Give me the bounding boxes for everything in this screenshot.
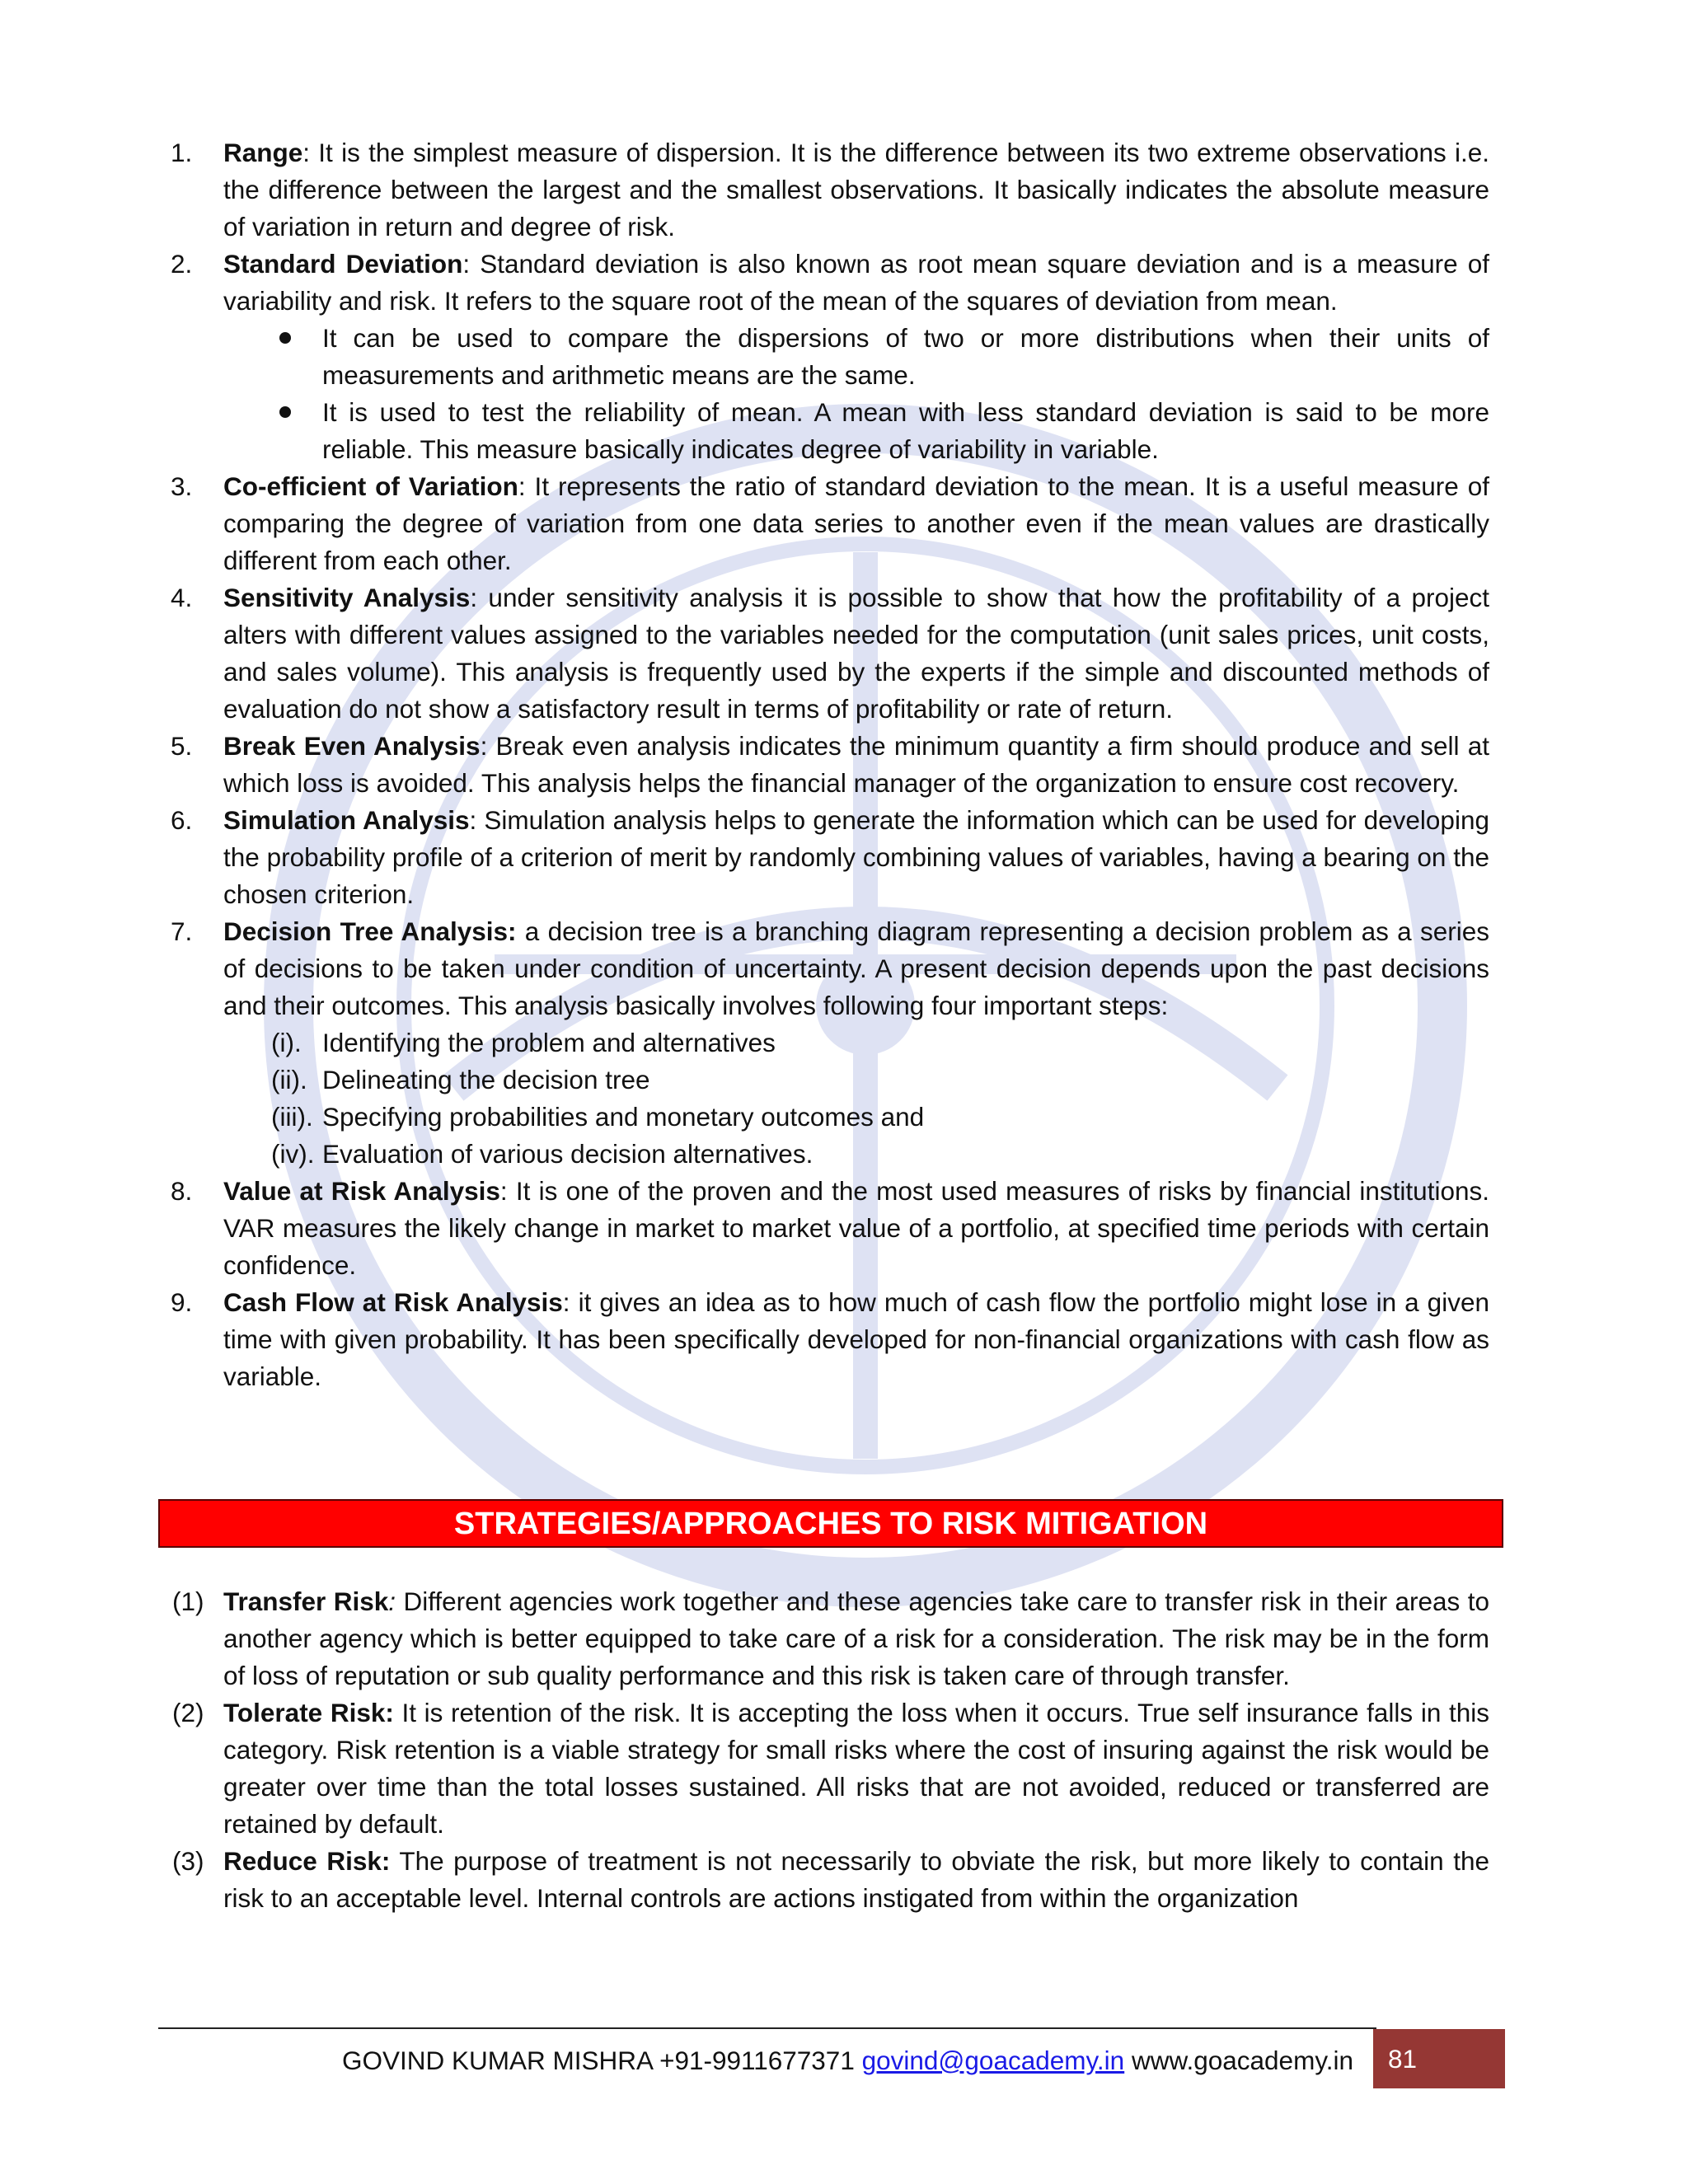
bullet-dot-icon [279, 406, 291, 418]
strategy-number: (1) [172, 1586, 204, 1616]
footer-name-phone: GOVIND KUMAR MISHRA +91-9911677371 [342, 2046, 862, 2075]
section-heading: STRATEGIES/APPROACHES TO RISK MITIGATION [158, 1499, 1503, 1548]
strategy-title: Tolerate Risk: [223, 1698, 394, 1727]
list-item [171, 913, 1489, 1024]
strategy-item [172, 1583, 1489, 1694]
item-text: Break even analysis indicates the minimum quantity a firm should produce and sell at which loss is avoided. This analysis helps the financial manager of the organization to ensure cost recovery. [223, 731, 1489, 798]
item-sep: : [470, 583, 478, 612]
list-item [171, 802, 1489, 913]
strategy-item [172, 1694, 1489, 1843]
bullet-dot-icon [279, 332, 291, 344]
risk-measures-list [0, 134, 1688, 1395]
strategy-number: (3) [172, 1846, 204, 1876]
item-sep: : [518, 471, 526, 501]
item-text: Simulation analysis helps to generate the information which can be used for developing the probability profile of a criterion of merit by randomly combining values of variables, having a bearing on the chosen criterion. [223, 805, 1489, 909]
step-number: (iv). [271, 1139, 315, 1169]
list-item [171, 246, 1490, 320]
step-item [271, 1136, 1489, 1173]
item-sep: : [562, 1287, 570, 1317]
item-sep: : [469, 805, 477, 835]
step-number: (i). [271, 1028, 302, 1057]
item-title: Cash Flow at Risk Analysis [223, 1287, 563, 1317]
item-text: Standard deviation is also known as root mean square deviation and is a measure of variability and risk. It refers to the square root of the mean of the squares of deviation from mean. [223, 249, 1490, 316]
strategies-list [0, 1583, 1688, 1917]
item-title: Break Even Analysis [223, 731, 481, 761]
strategy-text: It is retention of the risk. It is accepting the loss when it occurs. True self insurance falls in this category. Risk retention is a viable strategy for small risks where the cost of insuring against the risk would be greater over time than the total losses sustained. All risks that are not avoided, reduced or transferred are retained by default. [223, 1698, 1489, 1839]
item-sep: : [480, 731, 488, 761]
item-text: It is the simplest measure of dispersion. It is the difference between its two extreme observations i.e. the difference between the largest and the smallest observations. It basically indicates the absolute measure of variation in return and degree of risk. [223, 138, 1489, 241]
step-item [271, 1062, 1489, 1099]
item-text: it gives an idea as to how much of cash flow the portfolio might lose in a given time with given probability. It has been specifically developed for non-financial organizations with cash flow as variable. [223, 1287, 1489, 1391]
strategy-title: Transfer Risk [223, 1586, 389, 1616]
item-number: 2. [171, 249, 193, 279]
item-title: Value at Risk Analysis [223, 1176, 500, 1206]
item-number: 3. [171, 471, 193, 501]
list-item [171, 1173, 1489, 1284]
footer-email-link[interactable]: govind@goacademy.in [861, 2046, 1125, 2075]
bullet-text: It can be used to compare the dispersions of two or more distributions when their units of measurements and arithmetic means are the same. [322, 323, 1489, 390]
item-sep: : [499, 1176, 508, 1206]
item-text: It represents the ratio of standard deviation to the mean. It is a useful measure of comparing the degree of variation from one data series to another even if the mean values are drastically different from each other. [223, 471, 1489, 575]
bullet-item [322, 320, 1489, 394]
item-title: Sensitivity Analysis [223, 583, 471, 612]
step-text: Delineating the decision tree [322, 1065, 650, 1094]
footer-divider [158, 2027, 1376, 2029]
list-item [171, 134, 1489, 246]
strategy-text: Different agencies work together and these agencies take care to transfer risk in their areas to another agency which is better equipped to take care of a risk for a consideration. The risk may be in the form of loss of reputation or sub quality performance and this risk is taken care of through transfer. [223, 1586, 1489, 1690]
step-item [271, 1024, 1489, 1062]
step-text: Identifying the problem and alternatives [322, 1028, 776, 1057]
list-item [171, 728, 1489, 802]
item-text: a decision tree is a branching diagram representing a decision problem as a series of decisions to be taken under condition of uncertainty. A present decision depends upon the past decisions and their outcomes. This analysis basically involves following four important steps: [223, 916, 1489, 1020]
list-item [171, 468, 1489, 579]
item-title: Co-efficient of Variation [223, 471, 518, 501]
item-number: 1. [171, 138, 193, 167]
item-number: 4. [171, 583, 193, 612]
item-title: Simulation Analysis [223, 805, 470, 835]
bullet-text: It is used to test the reliability of mean. A mean with less standard deviation is said to be more reliable. This measure basically indicates degree of variability in variable. [322, 397, 1489, 464]
sd-bullet-list [0, 320, 1688, 468]
item-title: Standard Deviation [223, 249, 463, 279]
bullet-item [322, 394, 1489, 468]
step-item [271, 1099, 1489, 1136]
item-title: Decision Tree Analysis: [223, 916, 517, 946]
page-footer [158, 2042, 1353, 2079]
item-sep: : [462, 249, 471, 279]
strategy-text: The purpose of treatment is not necessarily to obviate the risk, but more likely to contain the risk to an acceptable level. Internal controls are actions instigated from within the organization [223, 1846, 1489, 1913]
item-text: It is one of the proven and the most used measures of risks by financial institutions. VAR measures the likely change in market to market value of a portfolio, at specified time periods with certain confidence. [223, 1176, 1489, 1280]
step-number: (ii). [271, 1065, 307, 1094]
list-item [171, 1284, 1489, 1395]
strategy-title: Reduce Risk: [223, 1846, 391, 1876]
page-number: 81 [1373, 2029, 1505, 2088]
strategy-item [172, 1843, 1489, 1917]
item-number: 8. [171, 1176, 193, 1206]
strategy-sep: : [388, 1586, 396, 1616]
item-number: 6. [171, 805, 193, 835]
strategy-number: (2) [172, 1698, 204, 1727]
item-sep: : [302, 138, 311, 167]
item-text: under sensitivity analysis it is possible to show that how the profitability of a project alters with different values assigned to the variables needed for the computation (unit sales prices, unit costs, and sales volume). This analysis is frequently used by the experts if the simple and discounted methods of evaluation do not show a satisfactory result in terms of profitability or rate of return. [223, 583, 1489, 724]
step-number: (iii). [271, 1102, 313, 1132]
item-number: 5. [171, 731, 193, 761]
item-number: 7. [171, 916, 193, 946]
list-item [171, 579, 1489, 728]
step-text: Specifying probabilities and monetary outcomes and [322, 1102, 925, 1132]
footer-website: www.goacademy.in [1124, 2046, 1353, 2075]
item-number: 9. [171, 1287, 193, 1317]
item-title: Range [223, 138, 303, 167]
step-text: Evaluation of various decision alternatives. [322, 1139, 814, 1169]
decision-steps [223, 1024, 1688, 1173]
